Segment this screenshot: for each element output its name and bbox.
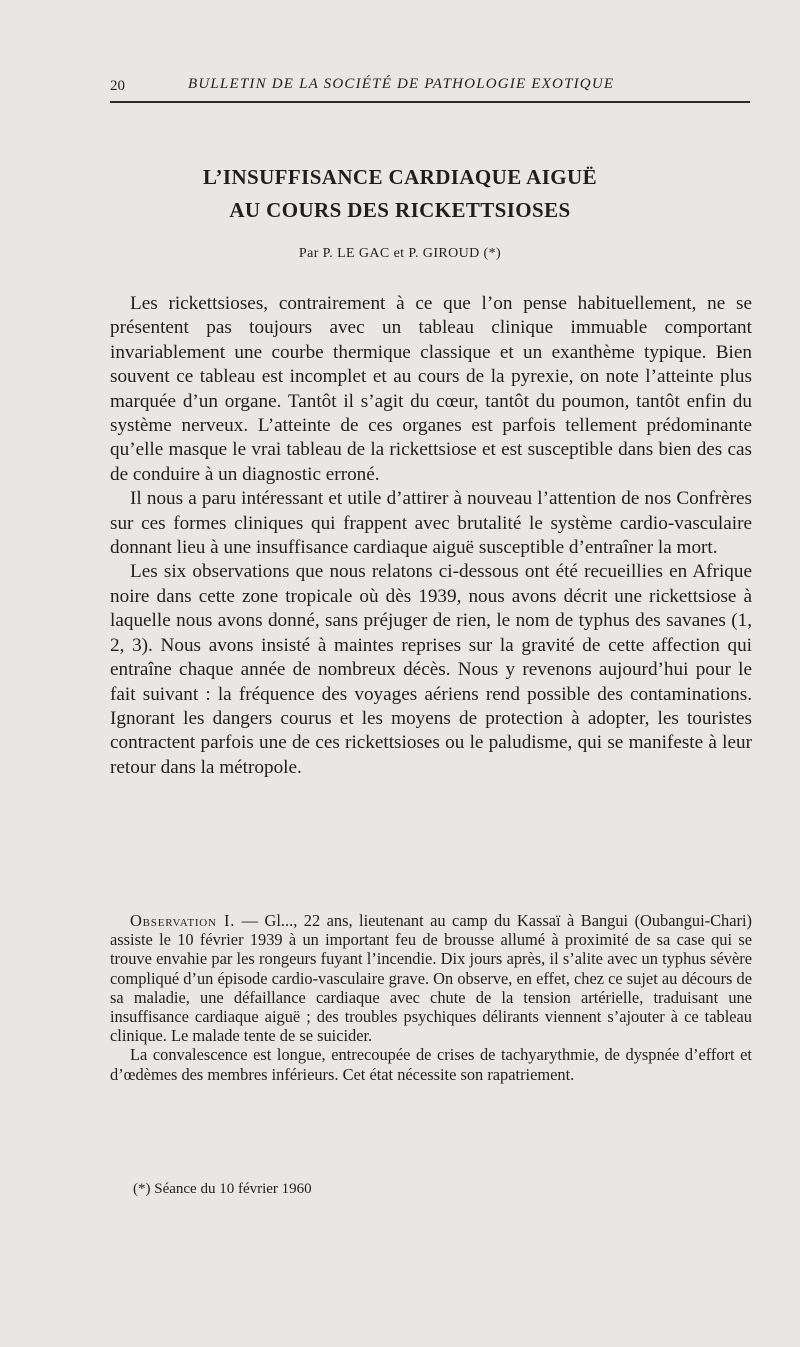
article-title-line1: L’INSUFFISANCE CARDIAQUE AIGUË bbox=[203, 165, 597, 189]
observation-section bbox=[110, 911, 752, 1084]
footnote: (*) Séance du 10 février 1960 bbox=[133, 1181, 312, 1197]
observation-paragraph-2: La convalescence est longue, entrecoupée de crises de tachyarythmie, de dyspnée d’effort et d’œdèmes des membres inférieurs. Cet état nécessite son rapatriement. bbox=[110, 1045, 752, 1084]
observation-paragraph bbox=[110, 911, 752, 1045]
header-rule bbox=[110, 101, 750, 103]
page-header bbox=[110, 70, 750, 100]
page-number: 20 bbox=[110, 78, 125, 94]
body-paragraph: Il nous a paru intéressant et utile d’attirer à nouveau l’attention de nos Confrères sur ces formes cliniques qui frappent avec brutalité le système cardio-vasculaire donnant lieu à une insuffisance cardiaque aiguë susceptible d’entraîner la mort. bbox=[110, 488, 752, 559]
article-authors: Par P. LE GAC et P. GIROUD (*) bbox=[298, 246, 502, 261]
body-paragraph: Les six observations que nous relatons ci-dessous ont été recueillies en Afrique noire dans cette zone tropicale où dès 1939, nous avons décrit une rickettsiose à laquelle nous avons donné, sans préjuger de rien, le nom de typhus des savanes (1, 2, 3). Nous avons insisté à maintes reprises sur la gravité de cette affection qui entraîne chaque année de nombreux décès. Nous y revenons aujourd’hui pour le fait suivant : la fréquence des voyages aériens rend possible des contaminations. Ignorant les dangers courus et les moyens de protection à adopter, les touristes contractent parfois une de ces rickettsioses ou le paludisme, qui se manifeste à leur retour dans la métropole. bbox=[110, 561, 752, 778]
article-title-line2: AU COURS DES RICKETTSIOSES bbox=[229, 198, 571, 222]
body-paragraph: Les rickettsioses, contrairement à ce que l’on pense habituellement, ne se présentent pas toujours avec un tableau clinique immuable comportant invariablement une courbe thermique classique et un exanthème typique. Bien souvent ce tableau est incomplet et au cours de la pyrexie, on note l’atteinte plus marquée d’un organe. Tantôt il s’agit du cœur, tantôt du poumon, tantôt enfin du système nerveux. L’atteinte de ces organes est parfois tellement prédominante qu’elle masque le vrai tableau de la rickettsiose et est susceptible dans bien des cas de conduire à un diagnostic erroné. bbox=[110, 293, 752, 485]
observation-text: — Gl..., 22 ans, lieutenant au camp du Kassaï à Bangui (Oubangui-Chari) assiste le 10 février 1939 à un important feu de brousse allumé à proximité de sa case qui se trouve envahie par les rongeurs fuyant l’incendie. Dix jours après, il s’alite avec un typhus sévère compliqué d’un épisode cardio-vasculaire grave. On observe, en effet, chez ce sujet au décours de sa maladie, une défaillance cardiaque avec chute de la tension artérielle, traduisant une insuffisance cardiaque aiguë ; des troubles psychiques délirants viennent s’ajouter à ce tableau clinique. Le malade tente de se suicider. bbox=[110, 911, 753, 1046]
running-title: BULLETIN DE LA SOCIÉTÉ DE PATHOLOGIE EXOTIQUE bbox=[188, 76, 615, 92]
article-body bbox=[110, 292, 752, 780]
observation-label: Observation I. bbox=[130, 911, 236, 930]
